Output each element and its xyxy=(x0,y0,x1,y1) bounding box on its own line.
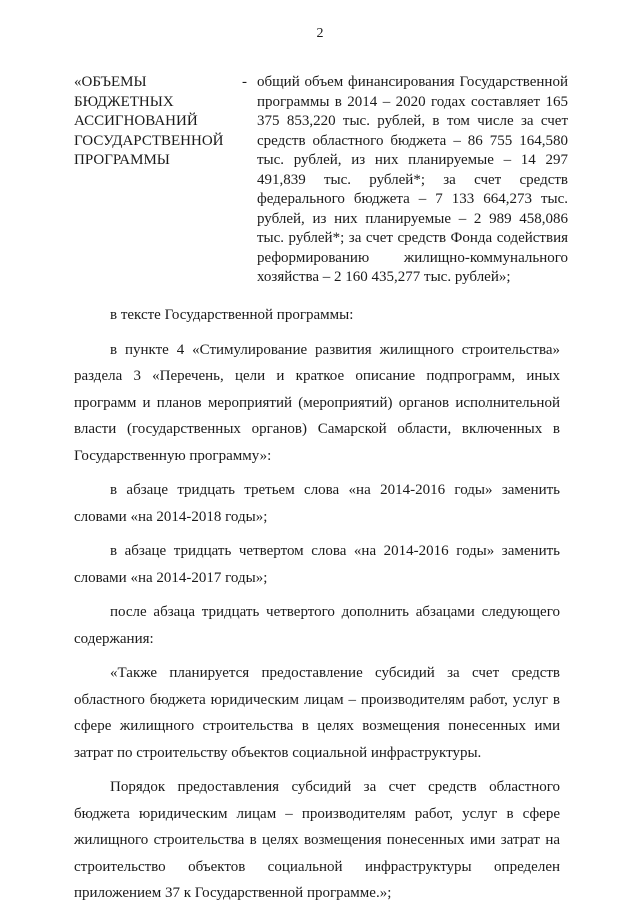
document-body xyxy=(74,302,560,907)
paragraph: «Также планируется предоставление субсидий за счет средств областного бюджета юридическим лицам – производителям работ, услуг в сфере жилищного строительства в целях возмещения понесенных ими затрат по строительству объектов социальной инфраструктуры. xyxy=(74,665,560,761)
budget-allocations-text: общий объем финансирования Государственной программы в 2014 – 2020 годах составляет 165 375 853,220 тыс. рублей, в том числе за счет средств областного бюджета – 86 755 164,580 тыс. рублей, из них планируемые – 14 297 491,839 тыс. рублей*; за счет средств федерального бюджета – 7 133 664,273 тыс. рублей, из них планируемые – 2 989 458,086 тыс. рублей*; за счет средств Фонда содействия реформированию жилищно-коммунального хозяйства – 2 160 435,277 тыс. рублей»; xyxy=(257,74,568,285)
label-line: АССИГНОВАНИЙ xyxy=(74,113,198,129)
paragraph: в абзаце тридцать четвертом слова «на 2014-2016 годы» заменить словами «на 2014-2017 годы»; xyxy=(74,543,560,586)
budget-allocations-label xyxy=(74,73,239,171)
paragraph: Порядок предоставления субсидий за счет средств областного бюджета юридическим лицам – производителям работ, услуг в сфере жилищного строительства в целях возмещения понесенных ими затрат на строительство объектов социальной инфраструктуры определен приложением 37 к Государственной программе.»; xyxy=(74,779,560,901)
paragraph: в пункте 4 «Стимулирование развития жилищного строительства» раздела 3 «Перечень, цели и краткое описание подпрограмм, иных программ и планов мероприятий (мероприятий) органов исполнительной власти (государственных органов) Самарской области, включенных в Государственную программу»: xyxy=(74,341,560,464)
paragraph: в тексте Государственной программы: xyxy=(110,307,354,323)
label-line: БЮДЖЕТНЫХ xyxy=(74,93,174,110)
label-line: «ОБЪЕМЫ xyxy=(74,74,147,90)
label-line: ГОСУДАРСТВЕННОЙ xyxy=(74,132,224,149)
paragraph: в абзаце тридцать третьем слова «на 2014-2016 годы» заменить словами «на 2014-2018 годы»; xyxy=(74,482,560,525)
label-dash: - xyxy=(242,74,247,90)
paragraph: после абзаца тридцать четвертого дополнить абзацами следующего содержания: xyxy=(74,604,560,647)
page-number: 2 xyxy=(316,26,324,41)
label-line: ПРОГРАММЫ xyxy=(74,152,170,168)
